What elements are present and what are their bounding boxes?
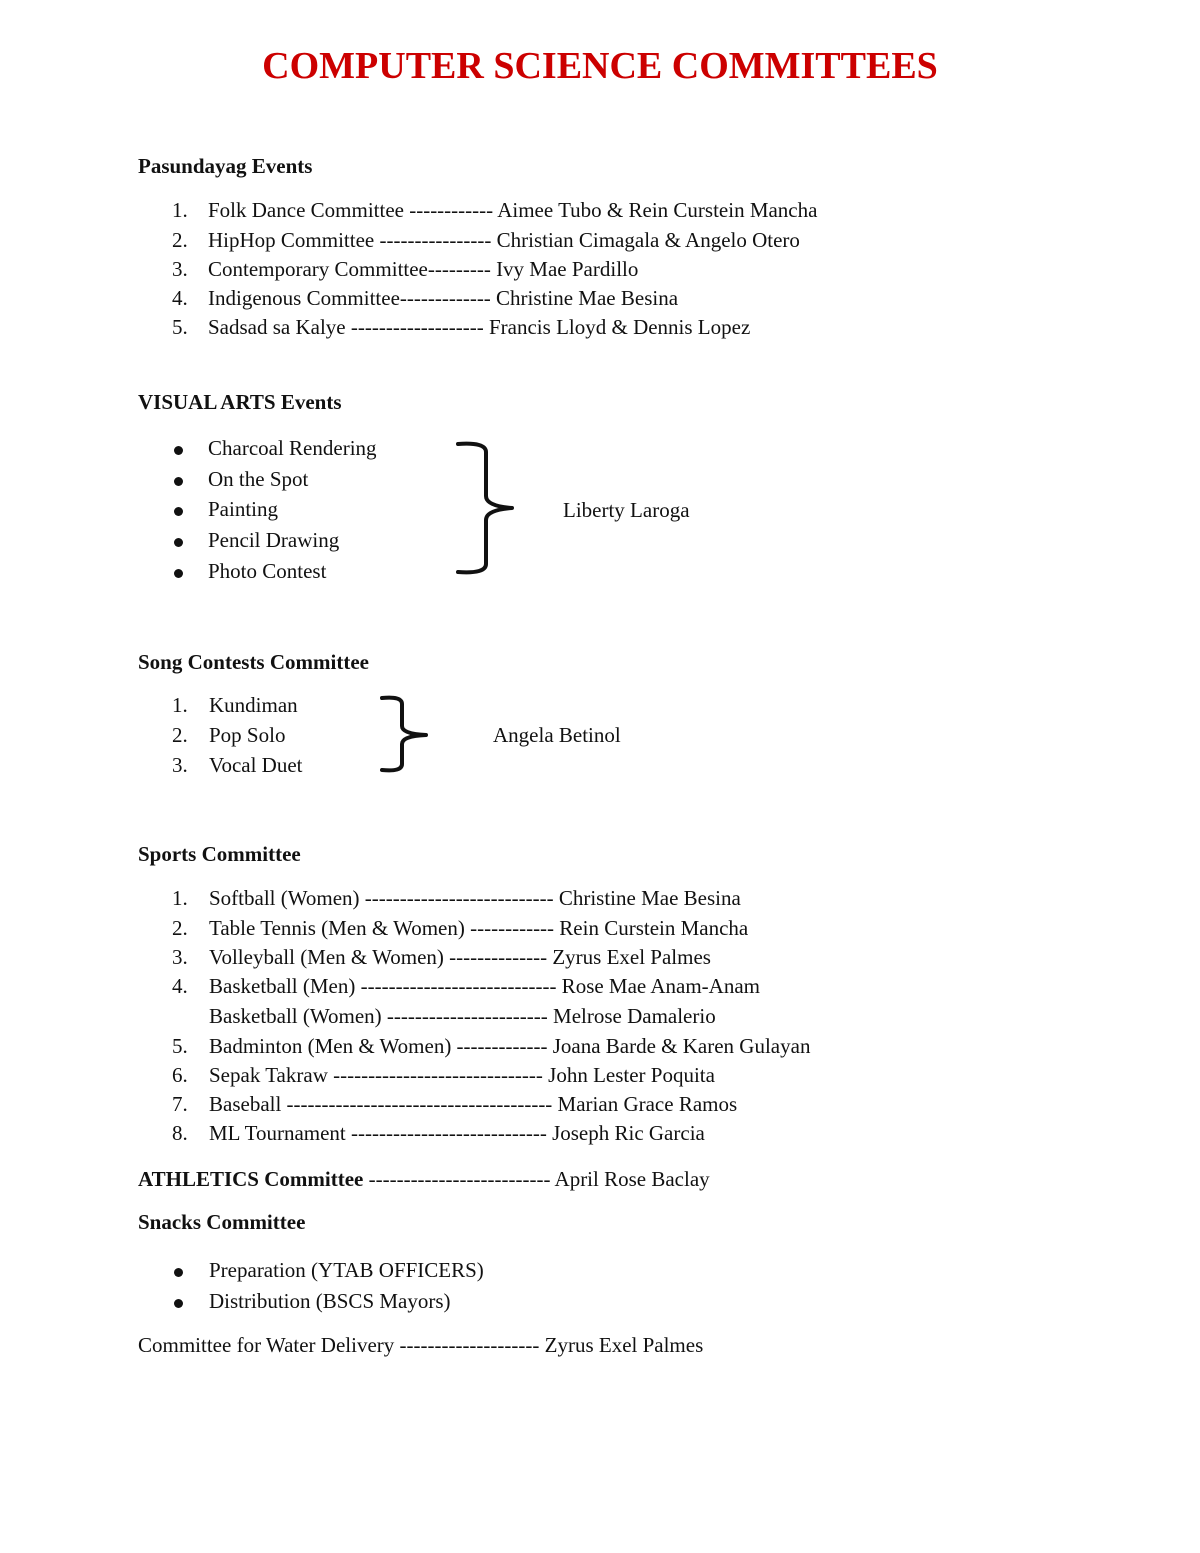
- list-number: 4.: [172, 974, 188, 998]
- list-number: 6.: [172, 1063, 188, 1087]
- bullet-icon: [174, 507, 183, 516]
- water-delivery-line: Committee for Water Delivery -------------------- Zyrus Exel Palmes: [138, 1333, 704, 1357]
- list-number: 4.: [172, 286, 188, 310]
- athletics-line: [138, 1167, 710, 1192]
- bullet-icon: [174, 446, 183, 455]
- list-item: Folk Dance Committee ------------ Aimee Tubo & Rein Curstein Mancha: [208, 198, 818, 222]
- athletics-assignee: -------------------------- April Rose Baclay: [368, 1167, 710, 1191]
- list-number: 2.: [172, 916, 188, 940]
- list-item: Sadsad sa Kalye ------------------- Francis Lloyd & Dennis Lopez: [208, 315, 751, 339]
- sports-heading: Sports Committee: [138, 842, 301, 866]
- list-number: 2.: [172, 723, 188, 747]
- list-item: Badminton (Men & Women) ------------- Joana Barde & Karen Gulayan: [209, 1034, 811, 1058]
- list-item: ML Tournament ---------------------------- Joseph Ric Garcia: [209, 1121, 705, 1145]
- list-item: Pop Solo: [209, 723, 286, 747]
- list-number: 7.: [172, 1092, 188, 1116]
- page-title: COMPUTER SCIENCE COMMITTEES: [262, 45, 938, 87]
- visual-arts-assignee: Liberty Laroga: [563, 498, 690, 522]
- list-number: 8.: [172, 1121, 188, 1145]
- list-number: 1.: [172, 886, 188, 910]
- visual-arts-heading: VISUAL ARTS Events: [138, 390, 342, 414]
- athletics-heading: ATHLETICS Committee: [138, 1167, 364, 1191]
- bullet-icon: [174, 569, 183, 578]
- list-item: Basketball (Men) ---------------------------- Rose Mae Anam-Anam: [209, 974, 760, 998]
- list-item: Indigenous Committee------------- Christine Mae Besina: [208, 286, 679, 310]
- pasundayag-heading: Pasundayag Events: [138, 154, 313, 178]
- right-brace-icon: [450, 438, 520, 578]
- bullet-icon: [174, 477, 183, 486]
- list-item: Painting: [208, 497, 279, 521]
- list-item: On the Spot: [208, 467, 309, 491]
- list-item: Sepak Takraw ------------------------------ John Lester Poquita: [209, 1063, 715, 1087]
- list-item: Charcoal Rendering: [208, 436, 377, 460]
- bullet-icon: [174, 1299, 183, 1308]
- list-item: Baseball -------------------------------------- Marian Grace Ramos: [209, 1092, 738, 1116]
- right-brace-icon: [376, 692, 436, 776]
- list-item: Photo Contest: [208, 559, 327, 583]
- song-contests-assignee: Angela Betinol: [493, 723, 621, 747]
- bullet-icon: [174, 538, 183, 547]
- song-contests-heading: Song Contests Committee: [138, 650, 369, 674]
- list-number: 3.: [172, 945, 188, 969]
- list-number: 3.: [172, 257, 188, 281]
- list-number: 2.: [172, 228, 188, 252]
- list-number: 1.: [172, 198, 188, 222]
- list-number: 5.: [172, 1034, 188, 1058]
- list-item: Vocal Duet: [209, 753, 303, 777]
- bullet-icon: [174, 1268, 183, 1277]
- list-number: 1.: [172, 693, 188, 717]
- list-item: Pencil Drawing: [208, 528, 340, 552]
- list-item: Contemporary Committee--------- Ivy Mae Pardillo: [208, 257, 639, 281]
- list-item: Distribution (BSCS Mayors): [209, 1289, 451, 1313]
- list-item: Kundiman: [209, 693, 298, 717]
- list-item: Softball (Women) --------------------------- Christine Mae Besina: [209, 886, 741, 910]
- list-number: 3.: [172, 753, 188, 777]
- list-item: HipHop Committee ---------------- Christian Cimagala & Angelo Otero: [208, 228, 800, 252]
- list-item: Volleyball (Men & Women) -------------- Zyrus Exel Palmes: [209, 945, 711, 969]
- snacks-heading: Snacks Committee: [138, 1210, 306, 1234]
- list-item: Preparation (YTAB OFFICERS): [209, 1258, 484, 1282]
- list-item: Basketball (Women) ----------------------- Melrose Damalerio: [209, 1004, 716, 1028]
- list-item: Table Tennis (Men & Women) ------------ Rein Curstein Mancha: [209, 916, 749, 940]
- list-number: 5.: [172, 315, 188, 339]
